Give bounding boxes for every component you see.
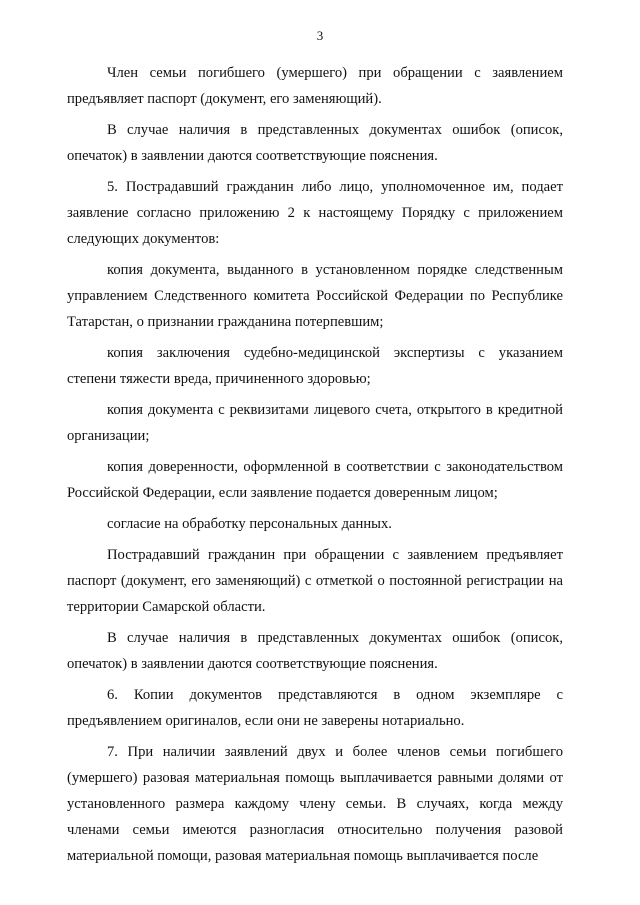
list-item-personal-data-consent: согласие на обработку персональных данных. — [107, 516, 392, 532]
paragraph-item-7: 7. При наличии заявлений двух и более членов семьи погибшего (умершего) разовая материальная помощь выплачивается равными долями от установленного размера каждому члену семьи. В случаях, когда между членами семьи имеются разногласия относительно получения разовой материальной помощи, разовая материальная помощь выплачивается после — [67, 744, 563, 864]
paragraph-item-5: 5. Пострадавший гражданин либо лицо, уполномоченное им, подает заявление согласно приложению 2 к настоящему Порядку с приложением следующих документов: — [67, 179, 563, 247]
list-item-power-of-attorney-copy: копия доверенности, оформленной в соответствии с законодательством Российской Федерации, если заявление подается доверенным лицом; — [67, 459, 563, 501]
list-item-bank-account-copy: копия документа с реквизитами лицевого счета, открытого в кредитной организации; — [67, 402, 563, 444]
list-item-victim-status-copy: копия документа, выданного в установленном порядке следственным управлением Следственного комитета Российской Федерации по Республике Татарстан, о признании гражданина потерпевшим; — [67, 262, 563, 330]
document-body — [67, 60, 563, 869]
paragraph-item-6: 6. Копии документов представляются в одном экземпляре с предъявлением оригиналов, если они не заверены нотариально. — [67, 687, 563, 729]
paragraph-victim-passport: Пострадавший гражданин при обращении с заявлением предъявляет паспорт (документ, его заменяющий) с отметкой о постоянной регистрации на территории Самарской области. — [67, 547, 563, 615]
list-item-medical-expertise-copy: копия заключения судебно-медицинской экспертизы с указанием степени тяжести вреда, причиненного здоровью; — [67, 345, 563, 387]
paragraph-errors-note-1: В случае наличия в представленных документах ошибок (описок, опечаток) в заявлении даются соответствующие пояснения. — [67, 122, 563, 164]
paragraph-errors-note-2: В случае наличия в представленных документах ошибок (описок, опечаток) в заявлении даются соответствующие пояснения. — [67, 630, 563, 672]
page-number: 3 — [316, 28, 324, 43]
paragraph-family-member-passport: Член семьи погибшего (умершего) при обращении с заявлением предъявляет паспорт (документ, его заменяющий). — [67, 65, 563, 107]
